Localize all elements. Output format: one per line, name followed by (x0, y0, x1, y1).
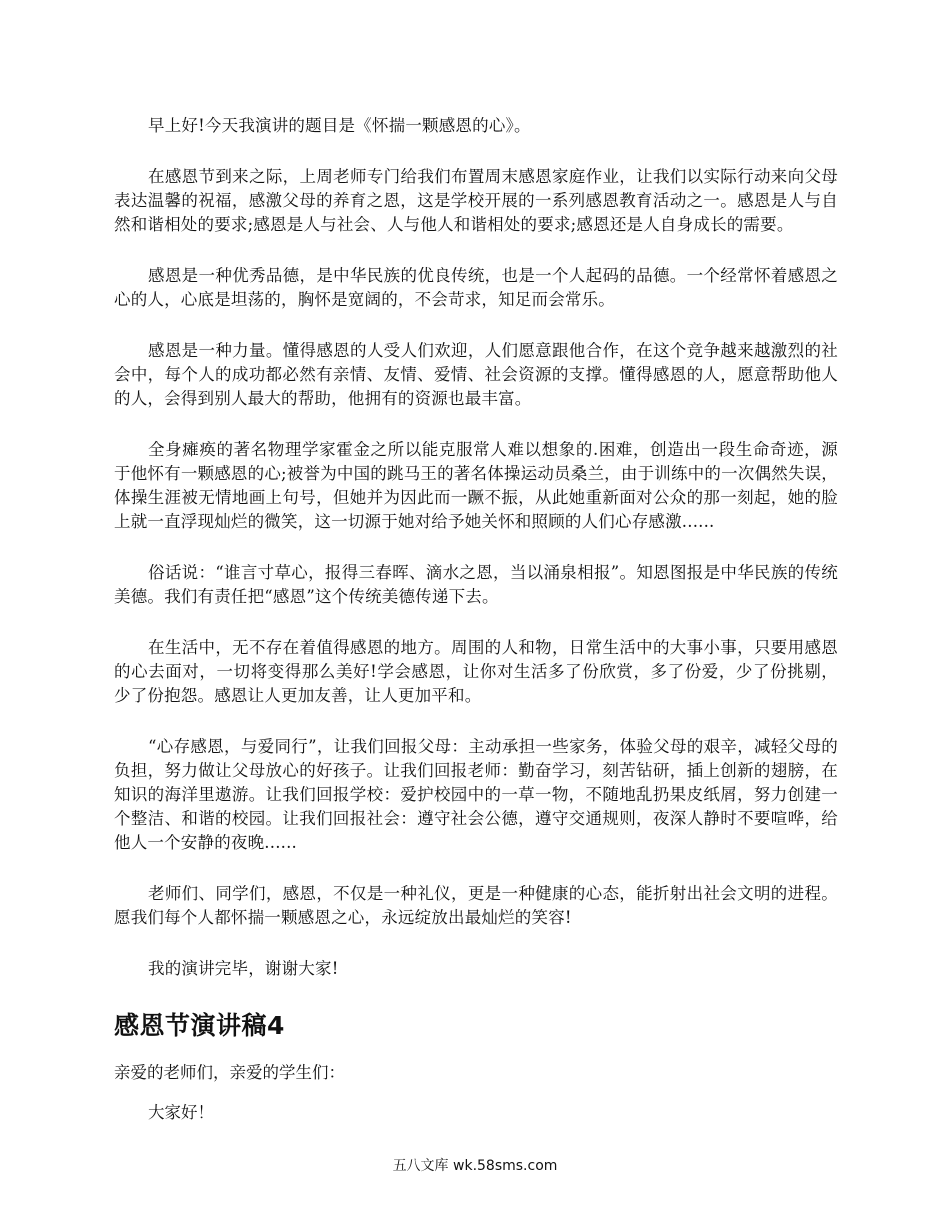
salutation-line: 亲爱的老师们，亲爱的学生们： (114, 1063, 345, 1082)
paragraph-1: 早上好!今天我演讲的题目是《怀揣一颗感恩的心》。 (148, 116, 531, 135)
paragraph-4: 感恩是一种力量。懂得感恩的人受人们欢迎，人们愿意跟他合作，在这个竞争越来越激烈的社会中，每个人的成功都必然有亲情、友情、爱情、社会资源的支撑。懂得感恩的人，愿意帮助他人的人，会得到别人最大的帮助，他拥有的资源也最丰富。 (114, 341, 838, 408)
greeting-line: 大家好！ (148, 1103, 214, 1122)
section-heading: 感恩节演讲稿4 (114, 1011, 285, 1040)
paragraph-7: 在生活中，无不存在着值得感恩的地方。周围的人和物，日常生活中的大事小事，只要用感恩的心去面对，一切将变得那么美好!学会感恩，让你对生活多了份欣赏，多了份爱，少了份挑剔，少了份抱怨。感恩让人更加友善，让人更加平和。 (114, 638, 838, 705)
paragraph-5: 全身瘫痪的著名物理学家霍金之所以能克服常人难以想象的.困难，创造出一段生命奇迹，源于他怀有一颗感恩的心;被誉为中国的跳马王的著名体操运动员桑兰，由于训练中的一次偶然失误，体操生涯被无情地画上句号，但她并为因此而一蹶不振，从此她重新面对公众的那一刻起，她的脸上就一直浮现灿烂的微笑，这一切源于她对给予她关怀和照顾的人们心存感激...... (114, 440, 838, 531)
paragraph-3: 感恩是一种优秀品德，是中华民族的优良传统，也是一个人起码的品德。一个经常怀着感恩之心的人，心底是坦荡的，胸怀是宽阔的，不会苛求，知足而会常乐。 (114, 266, 838, 309)
paragraph-6: 俗话说：“谁言寸草心，报得三春晖、滴水之恩，当以涌泉相报”。知恩图报是中华民族的传统美德。我们有责任把“感恩”这个传统美德传递下去。 (114, 563, 838, 606)
paragraph-10: 我的演讲完毕，谢谢大家! (148, 959, 339, 978)
paragraph-2: 在感恩节到来之际，上周老师专门给我们布置周末感恩家庭作业，让我们以实际行动来向父母表达温馨的祝福，感激父母的养育之恩，这是学校开展的一系列感恩教育活动之一。感恩是人与自然和谐相处的要求;感恩是人与社会、人与他人和谐相处的要求;感恩还是人自身成长的需要。 (114, 167, 838, 234)
paragraph-8: “心存感恩，与爱同行”，让我们回报父母：主动承担一些家务，体验父母的艰辛，减轻父母的负担，努力做让父母放心的好孩子。让我们回报老师：勤奋学习，刻苦钻研，插上创新的翅膀，在知识的海洋里遨游。让我们回报学校：爱护校园中的一草一物，不随地乱扔果皮纸屑，努力创建一个整洁、和谐的校园。让我们回报社会：遵守社会公德，遵守交通规则，夜深人静时不要喧哗，给他人一个安静的夜晚...... (114, 737, 838, 852)
page-footer: 五八文库 wk.58sms.com (392, 1158, 558, 1174)
document-body (114, 114, 838, 1125)
paragraph-9: 老师们、同学们，感恩，不仅是一种礼仪，更是一种健康的心态，能折射出社会文明的进程。愿我们每个人都怀揣一颗感恩之心，永远绽放出最灿烂的笑容! (114, 884, 838, 927)
